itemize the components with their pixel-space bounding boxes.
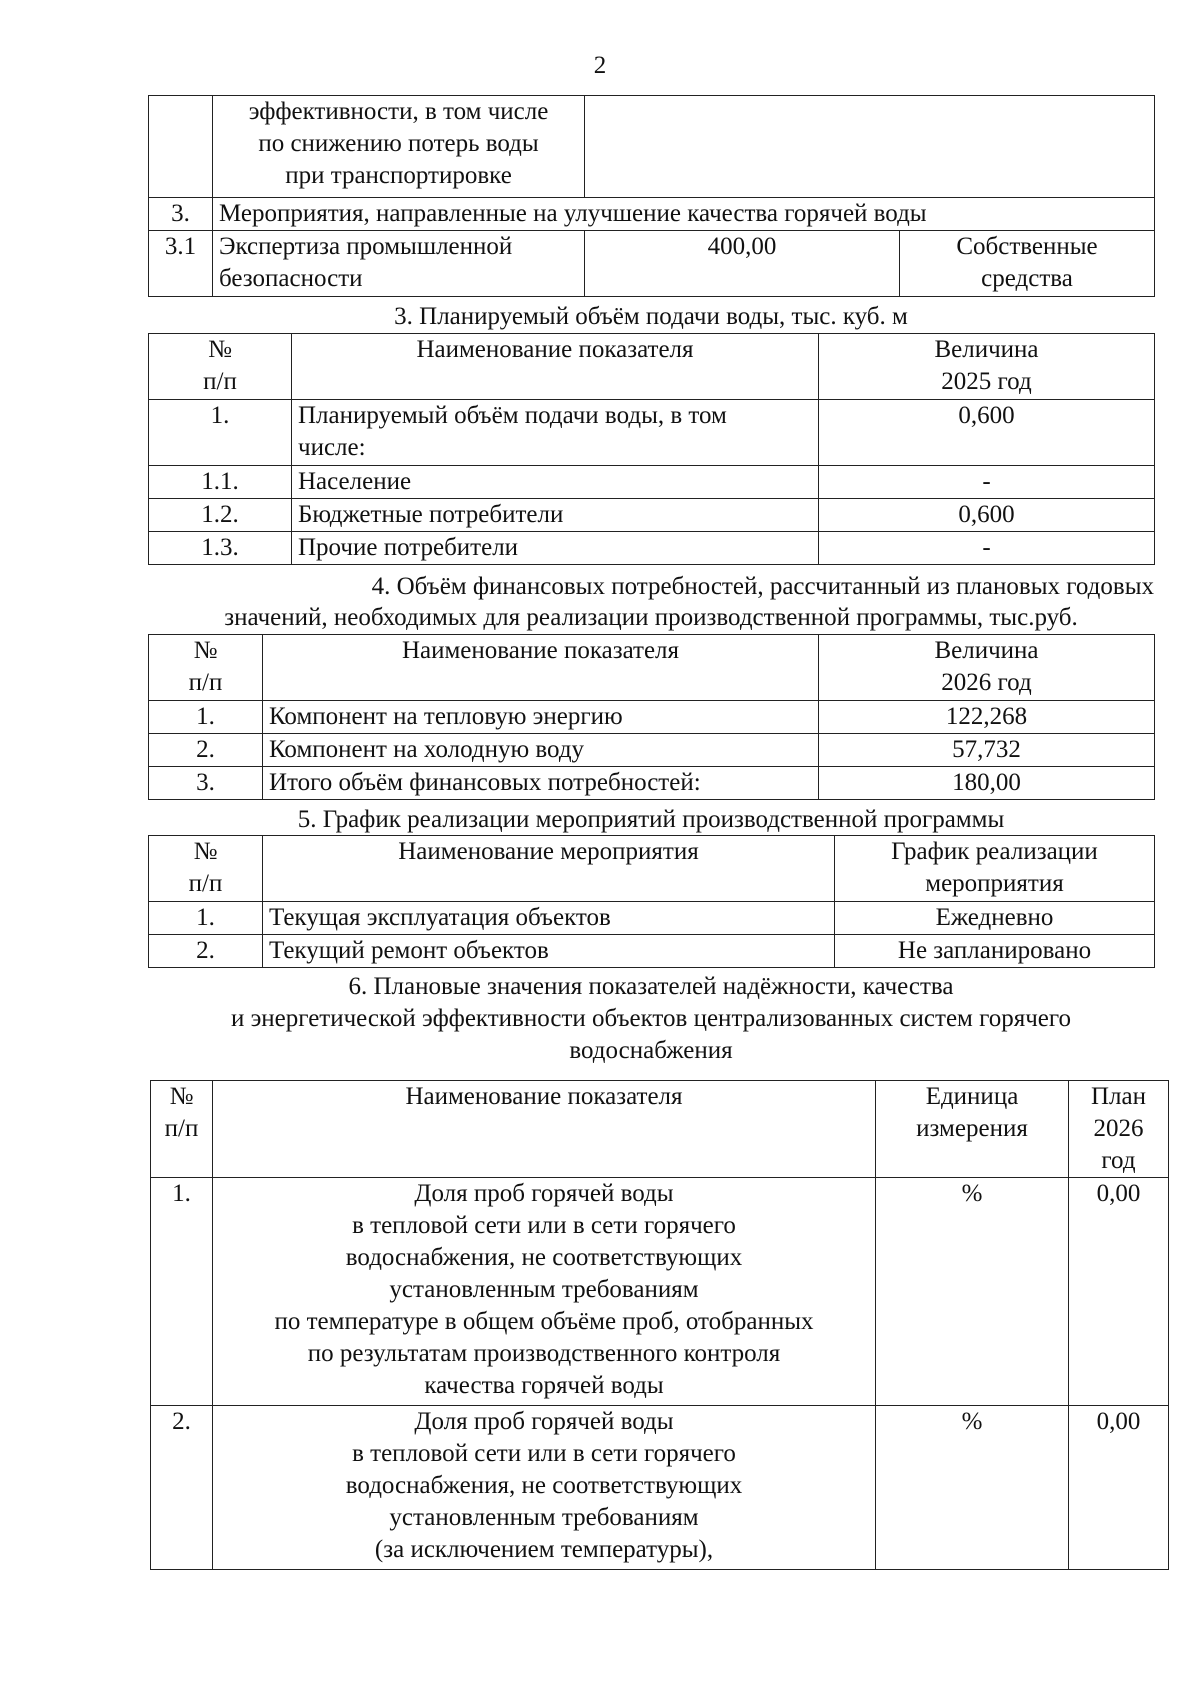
header-value: Величина 2025 год xyxy=(819,334,1155,400)
indicator-name: Доля проб горячей воды в тепловой сети или в сети горячего водоснабжения, не соответствующих установленным требованиям (за исключением температуры), xyxy=(213,1406,876,1570)
measure-name: Текущая эксплуатация объектов xyxy=(263,902,835,935)
component-name: Итого объём финансовых потребностей: xyxy=(263,767,819,800)
measure-name: Экспертиза промышленной безопасности xyxy=(213,231,585,297)
table-header-row xyxy=(151,1081,1169,1178)
component-name: Компонент на тепловую энергию xyxy=(263,701,819,734)
table-row xyxy=(149,734,1155,767)
page-number: 2 xyxy=(593,52,607,79)
indicator-name: Доля проб горячей воды в тепловой сети или в сети горячего водоснабжения, не соответствующих установленным требованиям по температуре в общем объёме проб, отобранных по результатам производственного контроля качества горячей воды xyxy=(213,1178,876,1406)
indicator-plan: 0,00 xyxy=(1069,1406,1169,1570)
financial-needs-table xyxy=(148,634,1155,800)
row-number xyxy=(149,96,213,198)
indicator-unit: % xyxy=(876,1406,1069,1570)
measure-name: Текущий ремонт объектов xyxy=(263,935,835,968)
table-header-row xyxy=(149,635,1155,701)
indicator-name: Планируемый объём подачи воды, в том числе: xyxy=(292,400,819,466)
row-number: 1. xyxy=(151,1178,213,1406)
measures-table-continued xyxy=(148,95,1155,297)
table-row xyxy=(149,400,1155,466)
section6-title-line1: 6. Плановые значения показателей надёжности, качества xyxy=(348,973,954,1000)
table-row xyxy=(149,231,1155,297)
header-schedule: График реализации мероприятия xyxy=(835,836,1155,902)
component-value: 57,732 xyxy=(819,734,1155,767)
indicator-plan: 0,00 xyxy=(1069,1178,1169,1406)
row-number: 1. xyxy=(149,701,263,734)
table-row xyxy=(151,1178,1169,1406)
component-value: 180,00 xyxy=(819,767,1155,800)
table-row xyxy=(149,701,1155,734)
table-row xyxy=(149,466,1155,499)
row-number: 3. xyxy=(149,198,213,231)
header-unit: Единица измерения xyxy=(876,1081,1069,1178)
reliability-indicators-table xyxy=(150,1080,1169,1570)
table-row xyxy=(149,96,1155,198)
header-num: № п/п xyxy=(149,635,263,701)
indicator-name: Бюджетные потребители xyxy=(292,499,819,532)
indicator-name: Население xyxy=(292,466,819,499)
indicator-value: - xyxy=(819,466,1155,499)
section6-title-line2: и энергетической эффективности объектов централизованных систем горячего xyxy=(230,1005,1072,1032)
measure-name: эффективности, в том числе по снижению потерь воды при транспортировке xyxy=(213,96,585,198)
header-num: № п/п xyxy=(149,836,263,902)
indicator-unit: % xyxy=(876,1178,1069,1406)
component-value: 122,268 xyxy=(819,701,1155,734)
row-number: 1.2. xyxy=(149,499,292,532)
indicator-value: 0,600 xyxy=(819,499,1155,532)
header-num: № п/п xyxy=(151,1081,213,1178)
section6-title-line3: водоснабжения xyxy=(569,1037,733,1064)
table-header-row xyxy=(149,334,1155,400)
section4-title-line2: значений, необходимых для реализации производственной программы, тыс.руб. xyxy=(224,604,1078,631)
row-number: 1. xyxy=(149,902,263,935)
schedule-table xyxy=(148,835,1155,968)
header-name: Наименование показателя xyxy=(292,334,819,400)
indicator-value: - xyxy=(819,532,1155,565)
water-supply-table xyxy=(148,333,1155,565)
row-number: 2. xyxy=(149,935,263,968)
table-row xyxy=(149,499,1155,532)
header-name: Наименование показателя xyxy=(213,1081,876,1178)
indicator-name: Прочие потребители xyxy=(292,532,819,565)
table-row xyxy=(149,935,1155,968)
row-number: 1.3. xyxy=(149,532,292,565)
section5-title: 5. График реализации мероприятий производственной программы xyxy=(297,806,1005,833)
funding-source: Собственные средства xyxy=(900,231,1155,297)
component-name: Компонент на холодную воду xyxy=(263,734,819,767)
header-plan: План 2026 год xyxy=(1069,1081,1169,1178)
indicator-value: 0,600 xyxy=(819,400,1155,466)
table-header-row xyxy=(149,836,1155,902)
measure-schedule: Не запланировано xyxy=(835,935,1155,968)
section3-title: 3. Планируемый объём подачи воды, тыс. куб. м xyxy=(394,303,908,330)
table-row xyxy=(149,198,1155,231)
measure-amount: 400,00 xyxy=(585,231,900,297)
row-number: 1. xyxy=(149,400,292,466)
table-row xyxy=(149,902,1155,935)
table-row xyxy=(149,767,1155,800)
row-number: 3. xyxy=(149,767,263,800)
header-name: Наименование мероприятия xyxy=(263,836,835,902)
header-num: № п/п xyxy=(149,334,292,400)
row-number: 2. xyxy=(149,734,263,767)
table-row xyxy=(151,1406,1169,1570)
empty-cell xyxy=(585,96,1155,198)
section4-title-line1: 4. Объём финансовых потребностей, рассчитанный из плановых годовых xyxy=(371,573,1154,600)
measure-group-name: Мероприятия, направленные на улучшение качества горячей воды xyxy=(213,198,1155,231)
table-row xyxy=(149,532,1155,565)
header-value: Величина 2026 год xyxy=(819,635,1155,701)
measure-schedule: Ежедневно xyxy=(835,902,1155,935)
row-number: 2. xyxy=(151,1406,213,1570)
row-number: 1.1. xyxy=(149,466,292,499)
row-number: 3.1 xyxy=(149,231,213,297)
header-name: Наименование показателя xyxy=(263,635,819,701)
